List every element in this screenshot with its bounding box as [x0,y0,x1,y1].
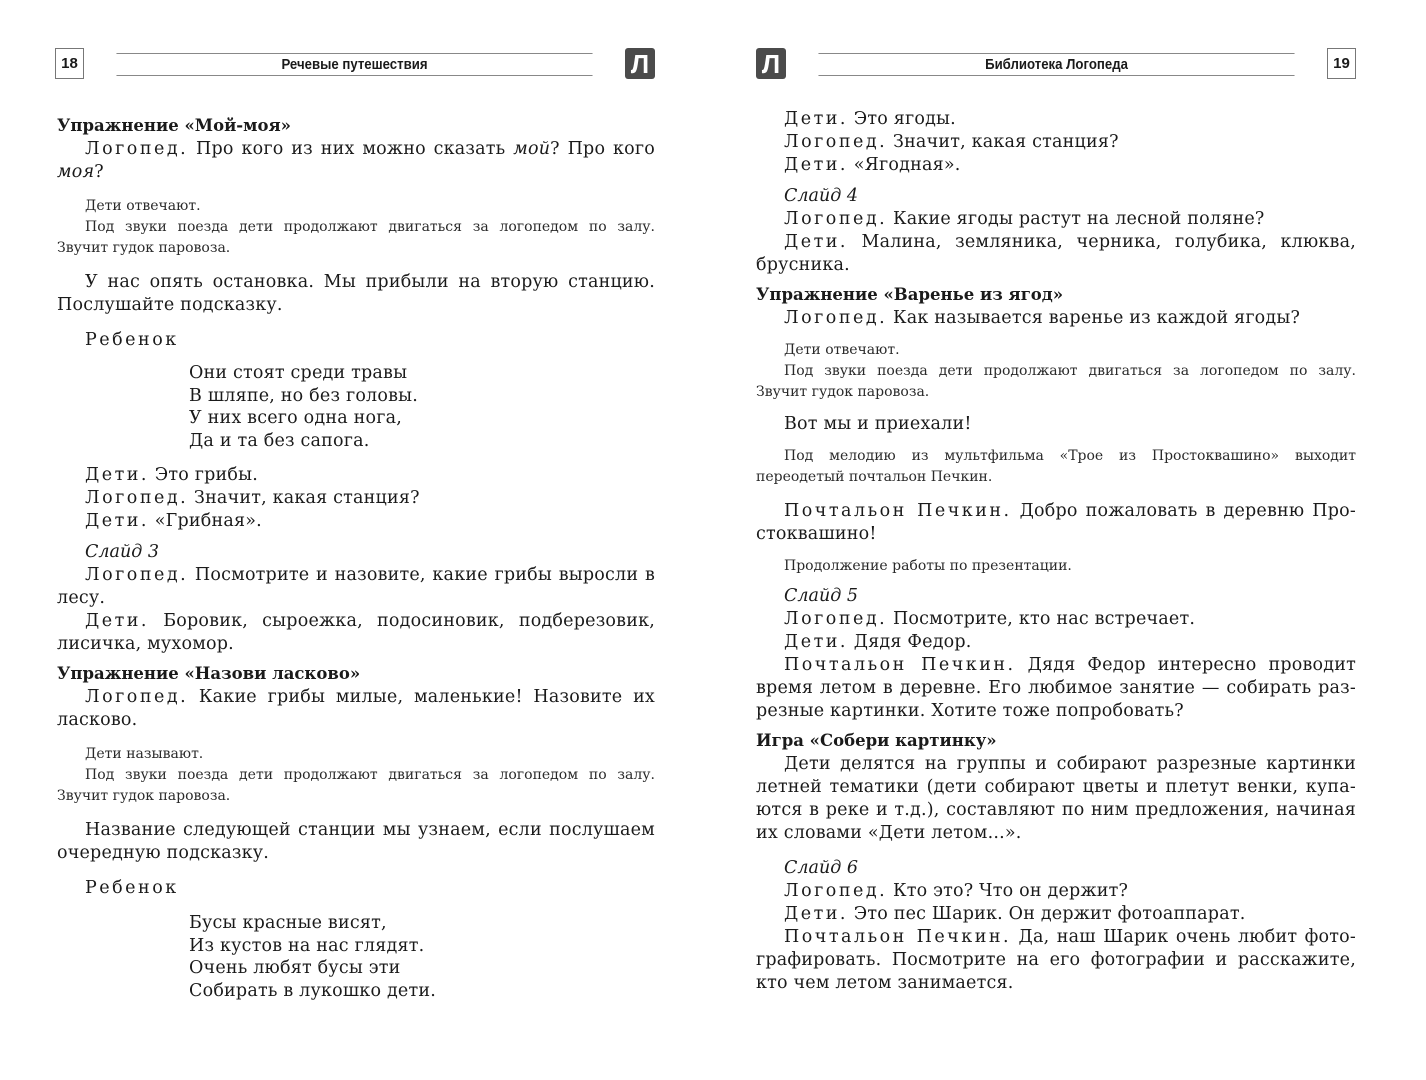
paragraph-cont: ласково. [57,710,138,730]
paragraph: Дети. Малина, земляника, черника, голубика, клюква, [784,232,1356,252]
paragraph-cont: резные картинки. Хотите тоже попробовать? [756,701,1184,721]
poem-line: Из кустов на нас глядят. [189,935,425,956]
library-logo-icon: Л [756,48,786,79]
game-heading: Игра «Собери картинку» [756,731,997,750]
riddle-poem [57,912,655,1002]
paragraph-cont: брусника. [756,255,850,275]
speaker-label: Дети. [784,155,848,175]
speaker-label: Логопед. [784,132,888,152]
slide-label: Слайд 6 [784,858,859,878]
paragraph-cont: очередную подсказку. [57,843,270,863]
page-number: 19 [1327,48,1356,79]
speaker-label: Логопед. [85,687,189,707]
paragraph-cont: кто чем летом занимается. [756,973,1014,993]
speaker-label: Дети. [784,632,848,652]
stage-direction: Продолжение работы по презентации. [784,558,1072,574]
paragraph-cont: Послушайте подсказку. [57,295,283,315]
speaker-label: Логопед. [85,488,189,508]
paragraph-cont: лисичка, мухомор. [57,634,234,654]
speaker-label: Логопед. [85,565,189,585]
paragraph: Логопед. Про кого из них можно сказать мой? Про кого [85,139,656,159]
speaker-label: Дети. [784,109,848,129]
speaker-label: Дети. [85,611,149,631]
right-page [713,0,1426,1080]
paragraph: Логопед. Какие ягоды растут на лесной поляне? [784,209,1265,229]
speaker-label: Дети. [85,511,149,531]
stage-direction-cont: переодетый почтальон Печкин. [756,469,993,485]
poem-line: Они стоят среди травы [189,363,408,383]
poem-line: В шляпе, но без головы. [189,385,419,406]
paragraph: Логопед. Какие грибы милые, маленькие! Назовите их [85,687,655,707]
paragraph-cont: лесу. [57,588,106,608]
slide-label: Слайд 3 [85,542,160,562]
paragraph-cont: стоквашино! [756,524,877,544]
speaker-label: Логопед. [784,209,888,229]
speaker-label: Дети. [784,904,848,924]
stage-direction: Дети отвечают. [784,342,900,358]
paragraph-cont: моя? [57,162,104,182]
paragraph: Логопед. Посмотрите, кто нас встречает. [784,609,1196,629]
page-body [756,108,1356,995]
speaker-child: Ребенок [85,330,179,350]
poem-line: Собирать в лукошко дети. [189,980,436,1001]
exercise-heading: Упражнение «Назови ласково» [57,664,361,683]
paragraph: Вот мы и приехали! [784,414,972,434]
running-title: Библиотека Логопеда [818,53,1294,76]
paragraph: Почтальон Печкин. Да, наш Шарик очень любит фото- [784,927,1357,947]
running-title: Речевые путешествия [116,53,592,76]
stage-direction-cont: Звучит гудок паровоза. [57,788,231,804]
speaker-label: Логопед. [85,139,189,159]
paragraph: Дети. Это пес Шарик. Он держит фотоаппарат. [784,904,1246,924]
speaker-label: Почтальон Печкин. [784,927,1012,947]
speaker-label: Логопед. [784,609,888,629]
running-header [756,48,1356,79]
paragraph-cont: время летом в деревне. Его любимое занятие — собирать раз- [756,678,1356,698]
paragraph: Логопед. Посмотрите и назовите, какие грибы выросли в [85,565,655,585]
poem-line: У них всего одна нога, [189,408,402,428]
slide-label: Слайд 4 [784,186,859,206]
stage-direction: Под звуки поезда дети продолжают двигаться за логопедом по залу. [85,767,655,783]
stage-direction: Дети называют. [85,746,204,762]
page-body [57,108,655,1002]
speaker-label: Почтальон Печкин. [784,501,1012,521]
page-number: 18 [55,48,84,79]
paragraph: Почтальон Печкин. Дядя Федор интересно проводит [784,655,1356,675]
stage-direction: Под мелодию из мультфильма «Трое из Простоквашино» выходит [784,448,1356,464]
stage-direction-cont: Звучит гудок паровоза. [57,240,231,256]
paragraph: У нас опять остановка. Мы прибыли на вторую станцию. [85,272,655,292]
speaker-label: Логопед. [784,308,888,328]
stage-direction: Дети отвечают. [85,198,201,214]
stage-direction: Под звуки поезда дети продолжают двигаться за логопедом по залу. [784,363,1356,379]
paragraph: Название следующей станции мы узнаем, если послушаем [85,820,655,840]
exercise-heading: Упражнение «Варенье из ягод» [756,285,1064,304]
paragraph: Логопед. Кто это? Что он держит? [784,881,1129,901]
paragraph: Почтальон Печкин. Добро пожаловать в деревню Про- [784,501,1357,521]
library-logo-icon: Л [625,48,655,79]
stage-direction-cont: Звучит гудок паровоза. [756,384,930,400]
poem-line: Бусы красные висят, [189,913,387,933]
stage-direction: Под звуки поезда дети продолжают двигаться за логопедом по залу. [85,219,655,235]
paragraph: Логопед. Как называется варенье из каждой ягоды? [784,308,1301,328]
speaker-label: Почтальон Печкин. [784,655,1016,675]
speaker-label: Логопед. [784,881,888,901]
paragraph-cont: ются в реке и т.д.), составляют по ним предложения, начиная [756,800,1356,820]
dialogue: Дети. Это грибы. Логопед. Значит, какая станция? Дети. «Грибная». [85,465,420,531]
riddle-poem [57,362,655,452]
speaker-label: Дети. [85,465,149,485]
paragraph-cont: летней тематики (дети собирают цветы и плетут венки, купа- [756,777,1356,797]
paragraph-cont: графировать. Посмотрите на его фотографии и расскажите, [756,950,1356,970]
paragraph: Дети делятся на группы и собирают разрезные картинки [784,754,1356,774]
paragraph: Дети. Боровик, сыроежка, подосиновик, подберезовик, [85,611,655,631]
paragraph: Дети. Дядя Федор. [784,632,972,652]
slide-label: Слайд 5 [784,586,859,606]
paragraph-cont: их словами «Дети летом...». [756,823,1022,843]
speaker-label: Дети. [784,232,848,252]
dialogue: Дети. Это ягоды. Логопед. Значит, какая станция? Дети. «Ягодная». [784,109,1119,175]
running-header [55,48,655,79]
poem-line: Да и та без сапога. [189,430,370,451]
poem-line: Очень любят бусы эти [189,958,401,978]
exercise-heading: Упражнение «Мой-моя» [57,116,291,135]
speaker-child: Ребенок [85,878,179,898]
